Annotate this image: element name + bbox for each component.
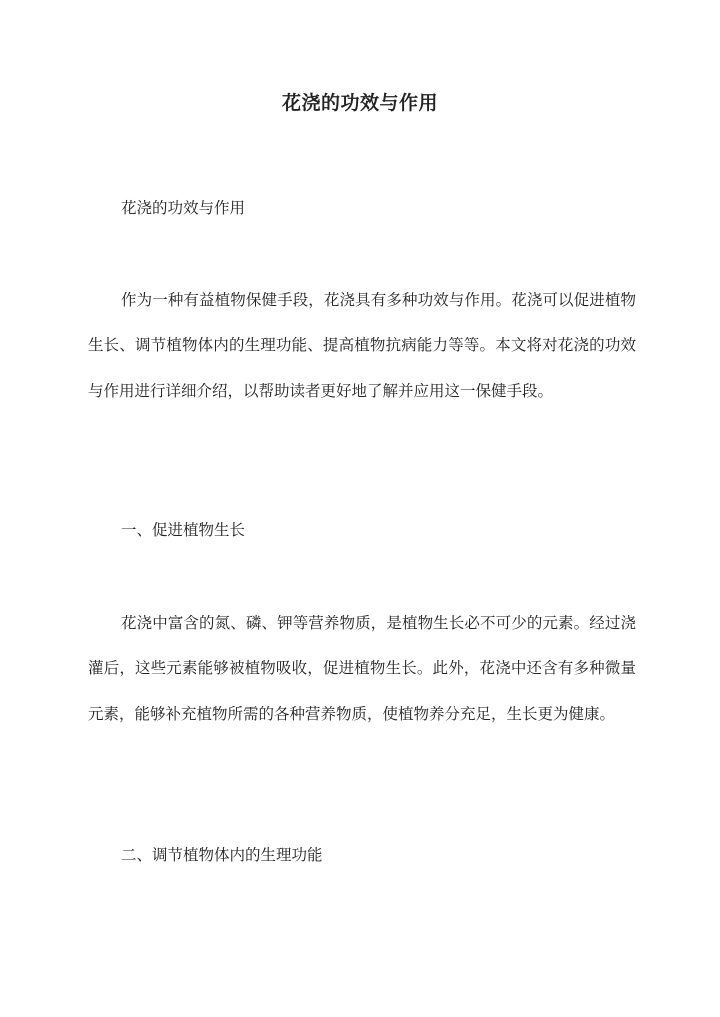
intro-paragraph: 作为一种有益植物保健手段，花浇具有多种功效与作用。花浇可以促进植物生长、调节植物体内的生理功能、提高植物抗病能力等等。本文将对花浇的功效与作用进行详细介绍，以帮助读者更好地了解并应用这一保健手段。 xyxy=(88,291,636,400)
section-1-paragraph: 花浇中富含的氮、磷、钾等营养物质，是植物生长必不可少的元素。经过浇灌后，这些元素能够被植物吸收，促进植物生长。此外，花浇中还含有多种微量元素，能够补充植物所需的各种营养物质，使植物养分充足，生长更为健康。 xyxy=(88,614,636,723)
section-2-heading: 二、调节植物体内的生理功能 xyxy=(121,846,323,864)
subtitle-heading: 花浇的功效与作用 xyxy=(121,199,246,217)
section-1-heading: 一、促进植物生长 xyxy=(121,521,246,539)
document-title: 花浇的功效与作用 xyxy=(281,92,438,114)
